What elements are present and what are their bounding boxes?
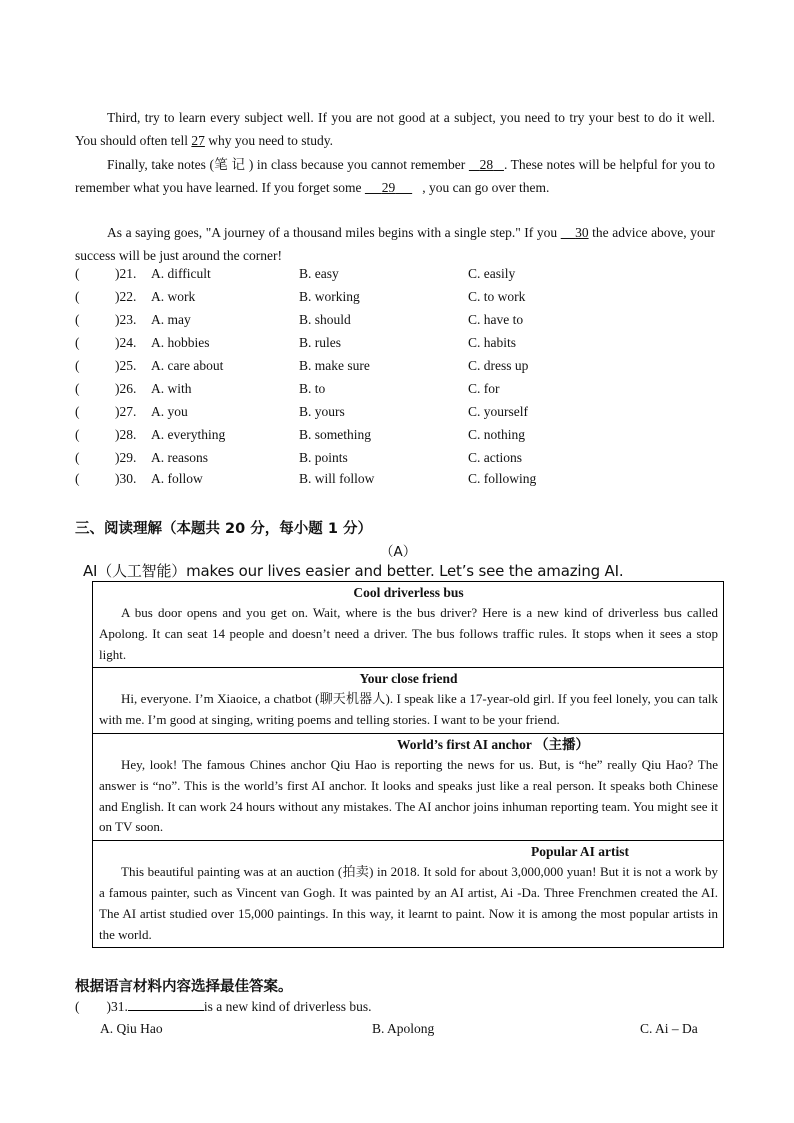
option-row xyxy=(75,358,715,380)
answer-paren[interactable]: ( xyxy=(75,312,80,327)
card-title: Your close friend xyxy=(359,671,458,687)
option-c[interactable]: C. to work xyxy=(468,289,526,304)
option-row xyxy=(75,381,715,403)
option-a[interactable]: A. work xyxy=(151,289,196,304)
option-b[interactable]: B. easy xyxy=(299,266,339,281)
option-c[interactable]: C. actions xyxy=(468,450,522,465)
option-c[interactable]: C. easily xyxy=(468,266,516,281)
option-a[interactable]: A. care about xyxy=(151,358,224,373)
card-body: This beautiful painting was at an auction (拍卖) in 2018. It sold for about 3,000,000 yuan! But it is not a work by a famous painter, such as Vincent van Gogh. It was painted by an AI artist, Ai -Da. Three Frenchmen created the AI. The AI artist studied over 15,000 paintings. In this way, it learnt to paint. Now it is among the most popular artists in the world. xyxy=(99,864,718,942)
passage-paragraph-third xyxy=(75,106,715,152)
option-c[interactable]: C. yourself xyxy=(468,404,528,419)
option-b[interactable]: B. make sure xyxy=(299,358,370,373)
answer-paren[interactable]: ( xyxy=(75,266,80,281)
p1-end: why you need to study. xyxy=(208,133,334,148)
question-number: )28. xyxy=(115,427,137,442)
section-title: 三、阅读理解（本题共 20 分，每小题 1 分） xyxy=(75,521,372,537)
answer-paren[interactable]: ( xyxy=(75,289,80,304)
question-number: )23. xyxy=(115,312,137,327)
question-number: ( )31. xyxy=(75,999,128,1014)
ai-cards-table xyxy=(92,581,724,948)
option-b[interactable]: B. will follow xyxy=(299,471,375,486)
blank-28: 28 xyxy=(479,157,494,172)
question-31 xyxy=(75,998,371,1015)
card-body: Hi, everyone. I’m Xiaoice, a chatbot (聊天机器人). I speak like a 17-year-old girl. If you feel lonely, you can talk with me. I’m good at singing, writing poems and telling stories. I want to be your friend. xyxy=(99,691,718,728)
option-b[interactable]: B. working xyxy=(299,289,360,304)
answer-paren[interactable]: ( xyxy=(75,404,80,419)
question-number: )21. xyxy=(115,266,137,281)
option-b[interactable]: B. to xyxy=(299,381,326,396)
answer-paren[interactable]: ( xyxy=(75,358,80,373)
option-row xyxy=(75,312,715,334)
p2-mid: . These notes will be helpful for you to remember what you have learned. If you forget some xyxy=(75,157,716,195)
blank-27: 27 xyxy=(191,133,205,148)
answer-paren[interactable]: ( xyxy=(75,450,80,465)
question-number: )22. xyxy=(115,289,137,304)
card-ai-artist xyxy=(93,841,723,947)
option-c[interactable]: C. have to xyxy=(468,312,524,327)
option-a[interactable]: A. hobbies xyxy=(151,335,210,350)
blank-29: 29 xyxy=(381,180,396,195)
p2-end: , you can go over them. xyxy=(422,180,550,195)
option-c[interactable]: C. habits xyxy=(468,335,517,350)
option-a[interactable]: A. you xyxy=(151,404,188,419)
card-close-friend xyxy=(93,668,723,734)
question-number: )24. xyxy=(115,335,137,350)
option-row xyxy=(75,471,715,493)
answer-paren[interactable]: ( xyxy=(75,427,80,442)
passage-paragraph-finally xyxy=(75,153,715,199)
part-label: （A） xyxy=(380,544,417,560)
q31-option-b[interactable]: B. Apolong xyxy=(372,1021,435,1036)
option-a[interactable]: A. difficult xyxy=(151,266,211,281)
option-row xyxy=(75,335,715,357)
option-c[interactable]: C. for xyxy=(468,381,500,396)
question-text: is a new kind of driverless bus. xyxy=(203,999,372,1014)
q31-option-c[interactable]: C. Ai – Da xyxy=(640,1021,698,1036)
blank-30: 30 xyxy=(575,225,589,240)
option-c[interactable]: C. dress up xyxy=(468,358,529,373)
question-number: )25. xyxy=(115,358,137,373)
section-intro: AI（人工智能）makes our lives easier and better. Let’s see the amazing AI. xyxy=(83,562,624,580)
p3-start: As a saying goes, "A journey of a thousand miles begins with a single step." If you xyxy=(107,225,558,240)
card-title: World’s first AI anchor （主播） xyxy=(397,736,590,752)
card-body: Hey, look! The famous Chines anchor Qiu Hao is reporting the news for us. But, is “he” really Qiu Hao? The answer is “no”. This is the world’s first AI anchor. It looks and speaks just like a real person. It speaks both Chinese and English. It can work 24 hours without any mistakes. The AI anchor joins inhuman reporting team. You might see it on TV soon. xyxy=(99,756,718,835)
question-instruction: 根据语言材料内容选择最佳答案。 xyxy=(75,979,293,995)
q31-option-a[interactable]: A. Qiu Hao xyxy=(100,1021,163,1036)
passage-paragraph-saying xyxy=(75,221,715,267)
answer-blank[interactable] xyxy=(128,998,204,1011)
option-c[interactable]: C. nothing xyxy=(468,427,526,442)
question-number: )26. xyxy=(115,381,137,396)
answer-paren[interactable]: ( xyxy=(75,381,80,396)
question-number: )27. xyxy=(115,404,137,419)
option-a[interactable]: A. reasons xyxy=(151,450,208,465)
question-number: )30. xyxy=(115,471,137,486)
option-b[interactable]: B. points xyxy=(299,450,348,465)
option-b[interactable]: B. rules xyxy=(299,335,341,350)
answer-paren[interactable]: ( xyxy=(75,471,80,486)
p1-text: Third, try to learn every subject well. If you are not good at a subject, you need to try your best to do it well. You should often tell xyxy=(75,110,715,148)
option-row xyxy=(75,427,715,449)
option-row xyxy=(75,404,715,426)
option-b[interactable]: B. yours xyxy=(299,404,345,419)
card-driverless-bus xyxy=(93,582,723,668)
answer-paren[interactable]: ( xyxy=(75,335,80,350)
option-a[interactable]: A. everything xyxy=(151,427,226,442)
option-row xyxy=(75,266,715,288)
option-c[interactable]: C. following xyxy=(468,471,537,486)
card-body: A bus door opens and you get on. Wait, where is the bus driver? Here is a new kind of driverless bus called Apolong. It can seat 14 people and doesn’t need a driver. The bus follows traffic rules. It stops when it sees a stop light. xyxy=(99,605,718,662)
option-b[interactable]: B. something xyxy=(299,427,372,442)
p2-start: Finally, take notes (笔 记 ) in class because you cannot remember xyxy=(107,157,466,172)
card-ai-anchor xyxy=(93,734,723,841)
card-title: Cool driverless bus xyxy=(353,585,464,600)
option-a[interactable]: A. follow xyxy=(151,471,203,486)
option-a[interactable]: A. with xyxy=(151,381,192,396)
card-title: Popular AI artist xyxy=(531,844,630,860)
option-a[interactable]: A. may xyxy=(151,312,191,327)
option-row xyxy=(75,450,715,472)
option-b[interactable]: B. should xyxy=(299,312,351,327)
option-row xyxy=(75,289,715,311)
p3-end: the advice above, your success will be just around the corner! xyxy=(75,225,716,263)
question-number: )29. xyxy=(115,450,137,465)
